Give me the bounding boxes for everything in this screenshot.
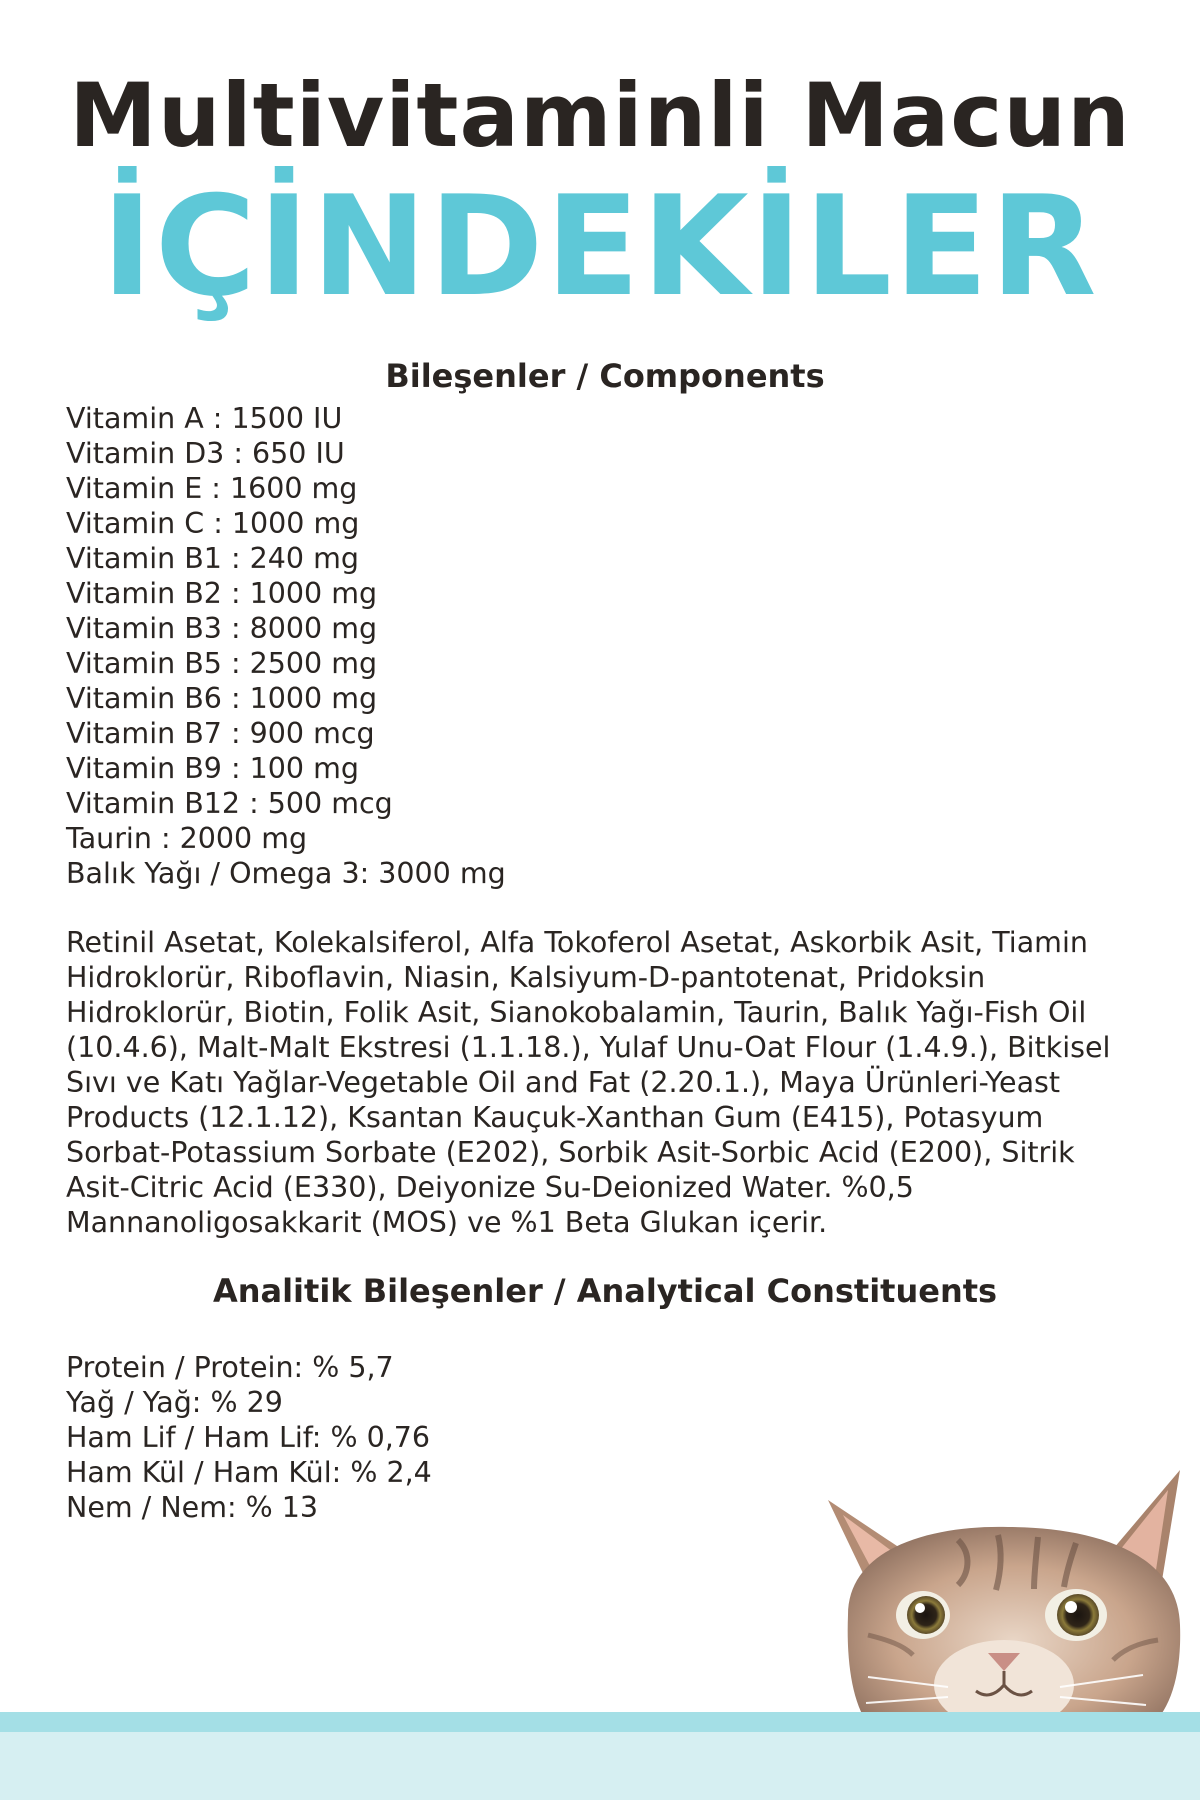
analytical-item: Nem / Nem: % 13 <box>66 1491 319 1524</box>
components-section-title: Bileşenler / Components <box>385 357 825 395</box>
ingredients-paragraph <box>66 925 1166 1240</box>
component-item: Vitamin B6 : 1000 mg <box>66 682 378 715</box>
ingredients-line: Sorbat-Potassium Sorbate (E202), Sorbik Asit-Sorbic Acid (E200), Sitrik <box>66 1136 1075 1169</box>
ingredients-line: Products (12.1.12), Ksantan Kauçuk-Xanthan Gum (E415), Potasyum <box>66 1101 1044 1134</box>
component-item: Vitamin B5 : 2500 mg <box>66 647 378 680</box>
component-item: Vitamin B1 : 240 mg <box>66 542 359 575</box>
components-list <box>66 401 506 891</box>
component-item: Taurin : 2000 mg <box>66 822 308 855</box>
component-item: Vitamin B2 : 1000 mg <box>66 577 378 610</box>
ingredients-line: Sıvı ve Katı Yağlar-Vegetable Oil and Fat (2.20.1.), Maya Ürünleri-Yeast <box>66 1066 1061 1099</box>
ingredients-line: Hidroklorür, Biotin, Folik Asit, Sianokobalamin, Taurin, Balık Yağı-Fish Oil <box>66 996 1087 1029</box>
analytical-item: Ham Kül / Ham Kül: % 2,4 <box>66 1456 432 1489</box>
product-title: Multivitaminli Macun <box>69 64 1131 167</box>
ingredients-line: (10.4.6), Malt-Malt Ekstresi (1.1.18.), Yulaf Unu-Oat Flour (1.4.9.), Bitkisel <box>66 1031 1111 1064</box>
analytical-section-title: Analitik Bileşenler / Analytical Constituents <box>212 1272 998 1310</box>
component-item: Vitamin B12 : 500 mcg <box>66 787 393 820</box>
footer-band <box>0 1732 1200 1800</box>
ingredients-heading: İÇİNDEKİLER <box>101 166 1099 327</box>
ingredients-line: Asit-Citric Acid (E330), Deiyonize Su-Deionized Water. %0,5 <box>66 1171 914 1204</box>
component-item: Balık Yağı / Omega 3: 3000 mg <box>66 857 506 890</box>
analytical-item: Protein / Protein: % 5,7 <box>66 1351 394 1384</box>
cat-illustration-icon <box>808 1465 1200 1735</box>
ingredients-line: Mannanoligosakkarit (MOS) ve %1 Beta Glukan içerir. <box>66 1206 828 1239</box>
analytical-list <box>66 1350 432 1525</box>
component-item: Vitamin E : 1600 mg <box>66 472 358 505</box>
component-item: Vitamin B3 : 8000 mg <box>66 612 378 645</box>
component-item: Vitamin B9 : 100 mg <box>66 752 359 785</box>
component-item: Vitamin D3 : 650 IU <box>66 437 345 470</box>
footer-band-accent <box>0 1712 1200 1732</box>
component-item: Vitamin C : 1000 mg <box>66 507 360 540</box>
ingredients-line: Hidroklorür, Riboflavin, Niasin, Kalsiyum-D-pantotenat, Pridoksin <box>66 961 986 994</box>
analytical-item: Yağ / Yağ: % 29 <box>66 1386 283 1419</box>
ingredients-line: Retinil Asetat, Kolekalsiferol, Alfa Tokoferol Asetat, Askorbik Asit, Tiamin <box>66 926 1088 959</box>
component-item: Vitamin A : 1500 IU <box>66 402 343 435</box>
component-item: Vitamin B7 : 900 mcg <box>66 717 375 750</box>
analytical-item: Ham Lif / Ham Lif: % 0,76 <box>66 1421 431 1454</box>
